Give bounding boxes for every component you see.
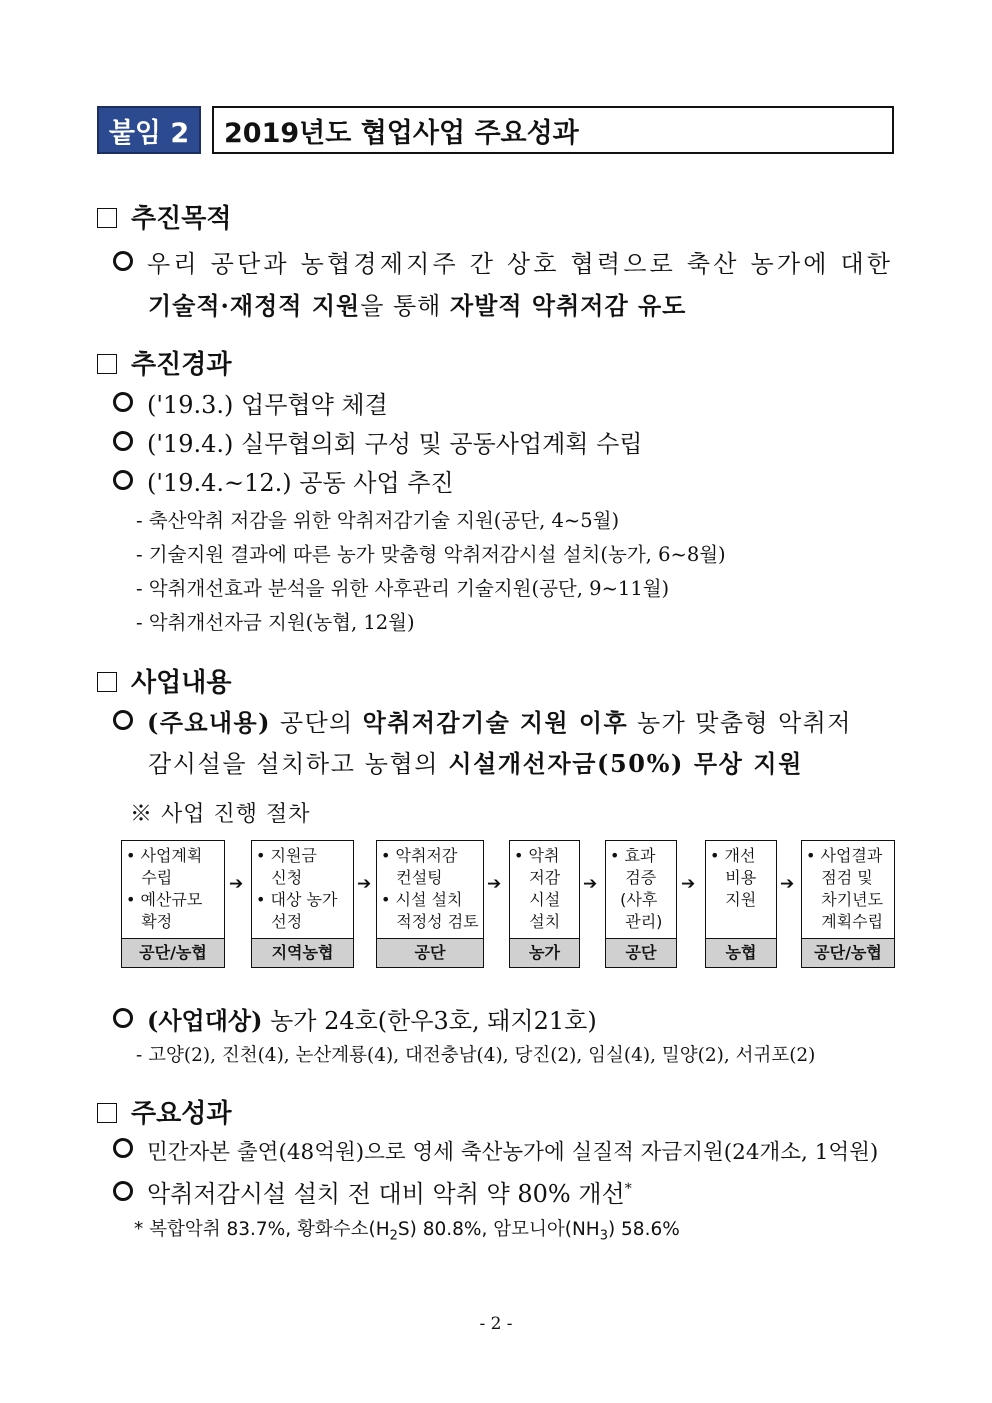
purpose-line-1 [113, 244, 893, 279]
flow-step-review [801, 840, 895, 968]
flow-step-text: • 개선 비용 지원 [710, 846, 757, 909]
flow-step-owner: 공단 [377, 938, 483, 967]
progress-item [113, 424, 642, 459]
checkbox-square-icon [97, 354, 117, 374]
progress-item-text: ('19.4.~12.) 공동 사업 추진 [147, 469, 454, 497]
arrow-right-icon: ➔ [681, 874, 696, 894]
checkbox-square-icon [97, 1103, 117, 1123]
flow-step-text: • 악취저감 컨설팅 • 시설 설치 적정성 검토 [381, 846, 479, 931]
target-text: 농가 24호(한우3호, 돼지21호) [262, 1007, 597, 1035]
circle-bullet-icon [113, 1138, 133, 1158]
content-label: (주요내용) [147, 708, 271, 737]
result-footnote [134, 1215, 680, 1244]
target-line [113, 1001, 597, 1036]
circle-bullet-icon [113, 470, 133, 490]
content-line-1 [113, 703, 852, 738]
flow-step-owner: 농협 [706, 938, 776, 967]
section-heading-text: 주요성과 [131, 1099, 232, 1129]
purpose-bold-1: 기술적·재정적 지원 [148, 291, 361, 320]
flow-step-owner: 지역농협 [252, 938, 353, 967]
appendix-tag: 붙임 2 [97, 106, 201, 154]
purpose-bold-2: 자발적 악취저감 유도 [450, 291, 687, 320]
section-heading-content [97, 662, 231, 699]
circle-bullet-icon [113, 1008, 133, 1028]
arrow-right-icon: ➔ [357, 874, 372, 894]
page-title-text: 2019년도 협업사업 주요성과 [224, 117, 579, 149]
circle-bullet-icon [113, 431, 133, 451]
footnote-text: ) 58.6% [607, 1219, 680, 1240]
procedure-note: ※ 사업 진행 절차 [130, 802, 311, 827]
target-label: (사업대상) [147, 1006, 263, 1035]
flow-step-owner: 공단/농협 [802, 938, 894, 967]
section-heading-text: 추진목적 [131, 204, 232, 234]
flow-step-text: • 지원금 신청 • 대상 농가 선정 [256, 846, 338, 931]
result-item-text: 민간자본 출연(48억원)으로 영세 축산농가에 실질적 자금지원(24개소, 1억원) [147, 1140, 879, 1165]
purpose-text-2: 을 통해 [360, 292, 450, 320]
result-item [113, 1174, 632, 1209]
result-item-text: 악취저감시설 설치 전 대비 악취 약 80% 개선 [147, 1180, 625, 1208]
progress-item-text: ('19.3.) 업무협약 체결 [147, 391, 388, 419]
flow-step-install [509, 840, 580, 968]
flow-step-fund [705, 840, 777, 968]
flow-step-plan [121, 840, 225, 968]
progress-subitem: - 축산악취 저감을 위한 악취저감기술 지원(공단, 4~5월) [136, 509, 620, 532]
flow-step-verify [605, 840, 677, 968]
section-heading-text: 추진경과 [131, 350, 232, 380]
progress-item-text: ('19.4.) 실무협의회 구성 및 공동사업계획 수립 [147, 430, 643, 458]
flow-step-owner: 공단/농협 [122, 938, 224, 967]
page-number: - 2 - [479, 1314, 513, 1334]
progress-subitem: - 악취개선자금 지원(농협, 12월) [136, 611, 415, 634]
progress-subitem: - 기술지원 결과에 따른 농가 맞춤형 악취저감시설 설치(농가, 6~8월) [136, 543, 726, 566]
footnote-subscript: 3 [599, 1228, 608, 1244]
flow-step-text: • 효과 검증 (사후 관리) [610, 846, 663, 931]
arrow-right-icon: ➔ [780, 874, 795, 894]
footnote-text: S) 80.8%, 암모니아(NH [397, 1219, 600, 1240]
flow-step-consulting [376, 840, 484, 968]
flow-step-text: • 악취 저감 시설 설치 [514, 846, 561, 931]
content-line-2 [148, 744, 803, 779]
target-regions: - 고양(2), 진천(4), 논산계룡(4), 대전충남(4), 당진(2), 임실(4), 밀양(2), 서귀포(2) [136, 1045, 816, 1066]
arrow-right-icon: ➔ [487, 874, 502, 894]
section-heading-purpose [97, 198, 231, 235]
progress-item [113, 385, 388, 420]
flow-step-owner: 농가 [510, 938, 579, 967]
progress-item [113, 463, 454, 498]
circle-bullet-icon [113, 392, 133, 412]
content-text: 농가 맞춤형 악취저 [628, 709, 852, 737]
checkbox-square-icon [97, 208, 117, 228]
footnote-text: * 복합악취 83.7%, 황화수소(H [134, 1219, 390, 1240]
circle-bullet-icon [113, 251, 133, 271]
content-text: 감시설을 설치하고 농협의 [148, 750, 449, 778]
page-title [212, 106, 894, 154]
section-heading-progress [97, 344, 231, 381]
flow-step-apply [251, 840, 354, 968]
section-heading-results [97, 1093, 231, 1130]
arrow-right-icon: ➔ [583, 874, 598, 894]
footnote-subscript: 2 [389, 1228, 398, 1244]
flow-step-text: • 사업계획 수립 • 예산규모 확정 [126, 846, 203, 931]
purpose-line-2 [148, 286, 686, 321]
progress-subitem: - 악취개선효과 분석을 위한 사후관리 기술지원(공단, 9~11월) [136, 577, 670, 600]
section-heading-text: 사업내용 [131, 668, 232, 698]
circle-bullet-icon [113, 710, 133, 730]
arrow-right-icon: ➔ [229, 874, 244, 894]
flow-step-text: • 사업결과 점검 및 차기년도 계획수립 [806, 846, 884, 931]
flow-step-owner: 공단 [606, 938, 676, 967]
content-bold: 악취저감기술 지원 이후 [362, 708, 629, 737]
footnote-marker: * [624, 1181, 632, 1197]
content-text: 공단의 [270, 709, 363, 737]
circle-bullet-icon [113, 1181, 133, 1201]
content-bold: 시설개선자금(50%) 무상 지원 [448, 749, 803, 778]
checkbox-square-icon [97, 672, 117, 692]
purpose-text: 우리 공단과 농협경제지주 간 상호 협력으로 축산 농가에 대한 [147, 250, 894, 278]
result-item [113, 1135, 878, 1166]
